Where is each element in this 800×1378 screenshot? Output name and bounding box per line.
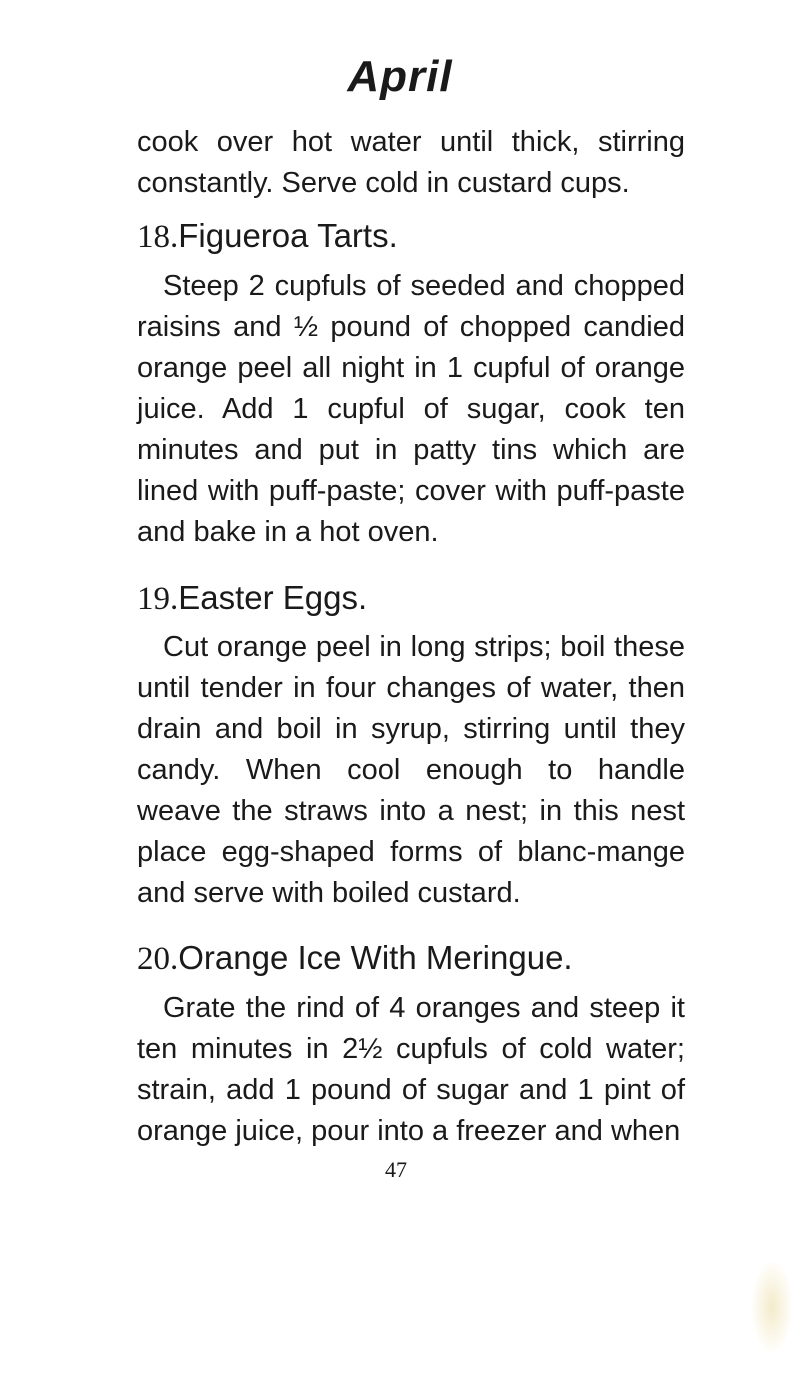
recipe-heading-19 (137, 578, 697, 619)
recipe-title: Orange Ice With Meringue. (178, 939, 573, 976)
recipe-heading-20 (137, 938, 697, 979)
recipe-body-18: Steep 2 cupfuls of seeded and chopped raisins and ½ pound of chopped candied orange peel all night in 1 cupful of orange juice. Add 1 cupful of sugar, cook ten minutes and put in patty tins which are lined with puff-paste; cover with puff-paste and bake in a hot oven. (137, 270, 685, 548)
recipe-title: Easter Eggs. (178, 579, 368, 616)
page-number: 47 (385, 1157, 407, 1182)
recipe-body-19: Cut orange peel in long strips; boil these until tender in four changes of water, then drain and boil in syrup, stirring until they candy. When cool enough to handle weave the straws into a nest; in this nest place egg-shaped forms of blanc-mange and serve with boiled custard. (137, 631, 685, 909)
recipe-title: Figueroa Tarts. (178, 217, 398, 254)
recipe-heading-18 (137, 216, 697, 257)
recipe-number: 18. (137, 219, 179, 255)
recipe-number: 20. (137, 941, 179, 977)
recipe-body-20: Grate the rind of 4 oranges and steep it ten minutes in 2½ cupfuls of cold water; strain, add 1 pound of sugar and 1 pint of orange juice, pour into a freezer and when (137, 992, 685, 1147)
recipe-number: 19. (137, 581, 179, 617)
intro-paragraph: cook over hot water until thick, stirring constantly. Serve cold in custard cups. (137, 126, 685, 199)
running-head: April (347, 52, 453, 101)
paper-stain (752, 1262, 792, 1352)
